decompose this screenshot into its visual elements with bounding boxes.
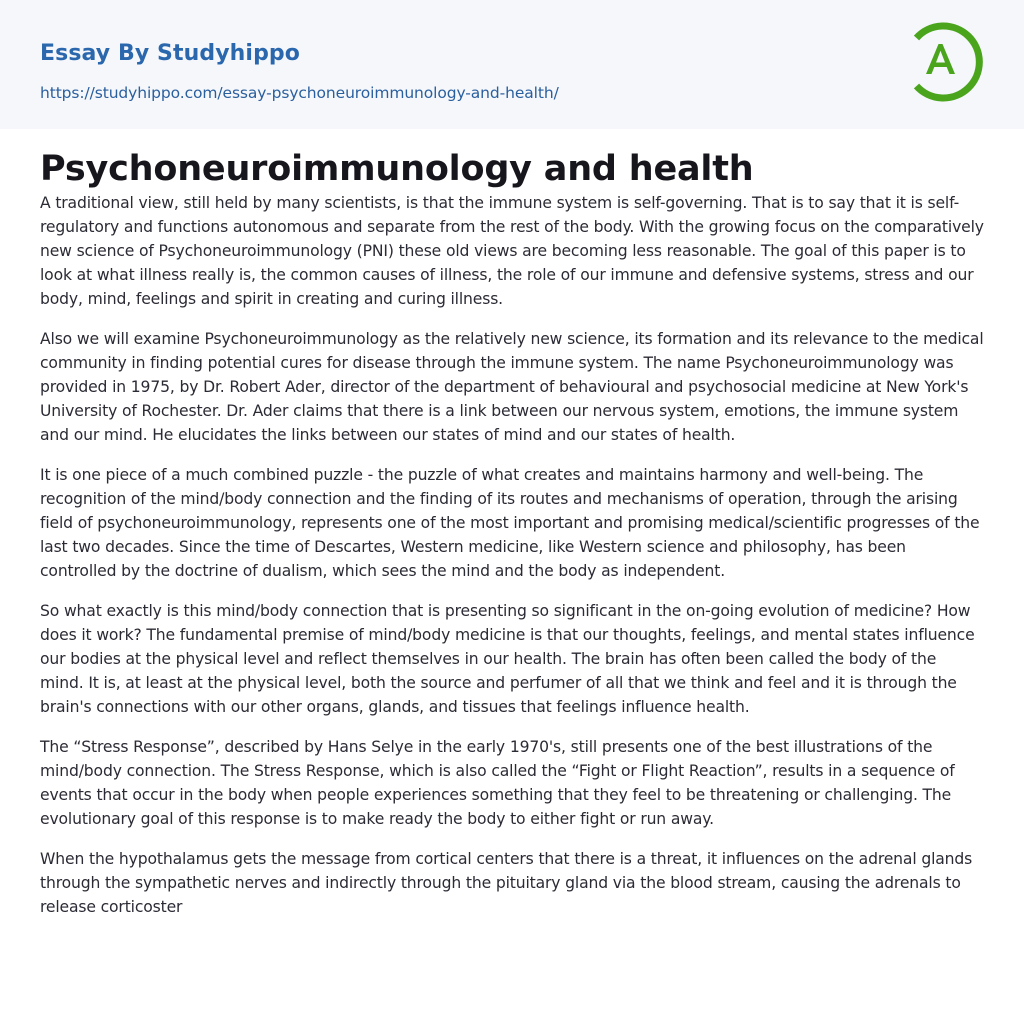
essay-paragraph: A traditional view, still held by many scientists, is that the immune system is self-governing. That is to say that it is self-regulatory and functions autonomous and separate from the rest of the body. With the growing focus on the comparatively new science of Psychoneuroimmunology (PNI) these old views are becoming less reasonable. The goal of this paper is to look at what illness really is, the common causes of illness, the role of our immune and defensive systems, stress and our body, mind, feelings and spirit in creating and curing illness. — [40, 194, 984, 308]
studyhippo-a-logo-icon[interactable] — [908, 18, 988, 106]
essay-paragraph: When the hypothalamus gets the message from cortical centers that there is a threat, it influences on the adrenal glands through the sympathetic nerves and indirectly through the pituitary gland via the blood stream, causing the adrenals to release corticoster — [40, 850, 973, 916]
site-header — [0, 0, 1024, 129]
essay-paragraph: So what exactly is this mind/body connection that is presenting so significant in the on-going evolution of medicine? How does it work? The fundamental premise of mind/body medicine is that our thoughts, feelings, and mental states influence our bodies at the physical level and reflect themselves in our health. The brain has often been called the body of the mind. It is, at least at the physical level, both the source and perfumer of all that we think and feel and it is through the brain's connections with our other organs, glands, and tissues that feelings influence health. — [40, 602, 975, 716]
brand-title: Essay By Studyhippo — [40, 41, 300, 66]
essay-paragraph: Also we will examine Psychoneuroimmunology as the relatively new science, its formation and its relevance to the medical community in finding potential cures for disease through the immune system. The name Psychoneuroimmunology was provided in 1975, by Dr. Robert Ader, director of the department of behavioural and psychosocial medicine at New York's University of Rochester. Dr. Ader claims that there is a link between our nervous system, emotions, the immune system and our mind. He elucidates the links between our states of mind and our states of health. — [40, 330, 984, 444]
essay-content — [0, 147, 1024, 919]
essay-paragraph: The “Stress Response”, described by Hans Selye in the early 1970's, still presents one of the best illustrations of the mind/body connection. The Stress Response, which is also called the “Fight or Flight Reaction”, results in a sequence of events that occur in the body when people experiences something that they feel to be threatening or challenging. The evolutionary goal of this response is to make ready the body to either fight or run away. — [40, 738, 955, 828]
essay-paragraph: It is one piece of a much combined puzzle - the puzzle of what creates and maintains harmony and well-being. The recognition of the mind/body connection and the finding of its routes and mechanisms of operation, through the arising field of psychoneuroimmunology, represents one of the most important and promising medical/scientific progresses of the last two decades. Since the time of Descartes, Western medicine, like Western science and philosophy, has been controlled by the doctrine of dualism, which sees the mind and the body as independent. — [40, 466, 980, 580]
page-title: Psychoneuroimmunology and health — [40, 149, 754, 189]
essay-url-link[interactable]: https://studyhippo.com/essay-psychoneuroimmunology-and-health/ — [40, 84, 559, 102]
